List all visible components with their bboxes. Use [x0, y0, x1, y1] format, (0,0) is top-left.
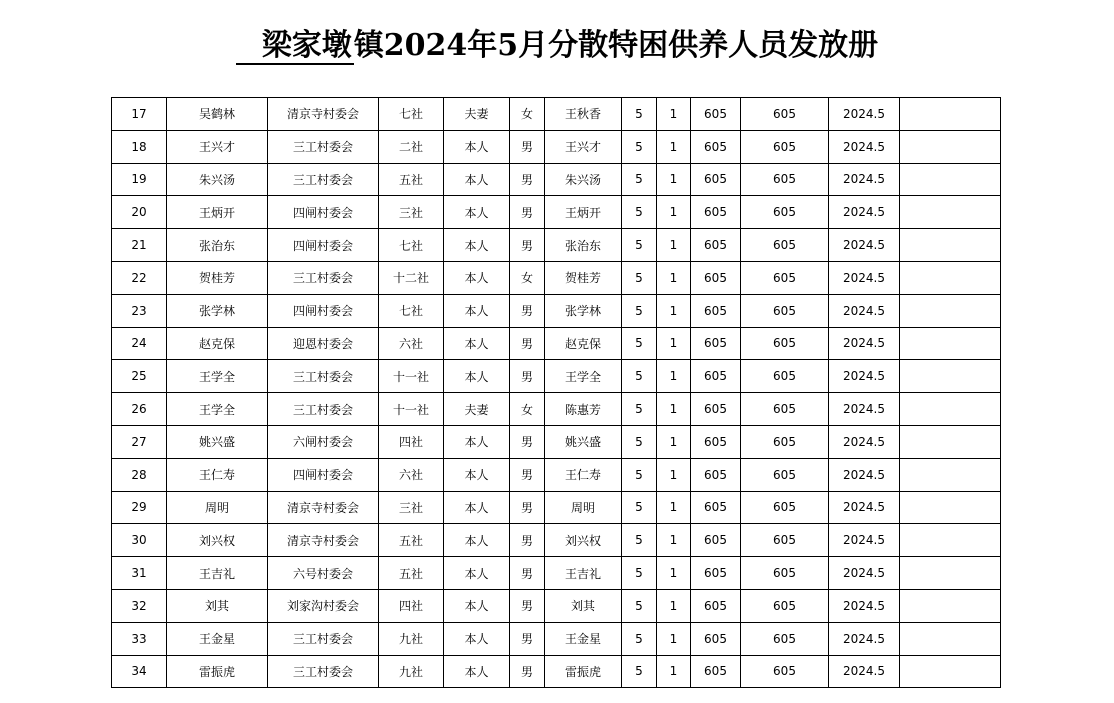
cell-remark	[900, 393, 1001, 426]
table-row	[112, 229, 1001, 262]
table-row	[112, 425, 1001, 458]
cell-month: 5	[622, 196, 657, 229]
cell-relation: 夫妻	[444, 393, 510, 426]
cell-person-name: 王炳开	[167, 196, 268, 229]
cell-count: 1	[657, 589, 691, 622]
cell-seq-no: 28	[112, 458, 167, 491]
cell-gender: 男	[510, 458, 545, 491]
cell-group: 四社	[379, 589, 444, 622]
cell-group: 三社	[379, 196, 444, 229]
cell-village-committee: 六号村委会	[268, 557, 379, 590]
cell-group: 六社	[379, 458, 444, 491]
cell-month: 5	[622, 393, 657, 426]
cell-standard-amount: 605	[691, 163, 741, 196]
cell-relation: 本人	[444, 458, 510, 491]
cell-village-committee: 六闸村委会	[268, 425, 379, 458]
table-row	[112, 261, 1001, 294]
cell-recipient-name: 贺桂芳	[545, 261, 622, 294]
cell-group: 四社	[379, 425, 444, 458]
table-row	[112, 360, 1001, 393]
cell-standard-amount: 605	[691, 393, 741, 426]
cell-issued-amount: 605	[741, 327, 829, 360]
cell-count: 1	[657, 557, 691, 590]
cell-gender: 男	[510, 622, 545, 655]
cell-remark	[900, 491, 1001, 524]
cell-seq-no: 27	[112, 425, 167, 458]
cell-village-committee: 迎恩村委会	[268, 327, 379, 360]
cell-count: 1	[657, 327, 691, 360]
cell-recipient-name: 赵克保	[545, 327, 622, 360]
cell-gender: 男	[510, 589, 545, 622]
cell-person-name: 王学全	[167, 360, 268, 393]
table-row	[112, 294, 1001, 327]
cell-relation: 本人	[444, 261, 510, 294]
cell-person-name: 王吉礼	[167, 557, 268, 590]
table-row	[112, 130, 1001, 163]
cell-period: 2024.5	[829, 294, 900, 327]
cell-village-committee: 三工村委会	[268, 261, 379, 294]
cell-gender: 女	[510, 98, 545, 131]
cell-village-committee: 三工村委会	[268, 130, 379, 163]
cell-period: 2024.5	[829, 393, 900, 426]
cell-month: 5	[622, 491, 657, 524]
cell-month: 5	[622, 261, 657, 294]
cell-village-committee: 三工村委会	[268, 655, 379, 688]
table-row	[112, 524, 1001, 557]
cell-count: 1	[657, 229, 691, 262]
cell-relation: 本人	[444, 130, 510, 163]
cell-group: 五社	[379, 557, 444, 590]
cell-recipient-name: 陈惠芳	[545, 393, 622, 426]
cell-count: 1	[657, 261, 691, 294]
cell-period: 2024.5	[829, 524, 900, 557]
cell-village-committee: 四闸村委会	[268, 294, 379, 327]
cell-gender: 男	[510, 655, 545, 688]
cell-gender: 女	[510, 261, 545, 294]
cell-group: 三社	[379, 491, 444, 524]
cell-recipient-name: 雷振虎	[545, 655, 622, 688]
cell-relation: 夫妻	[444, 98, 510, 131]
cell-period: 2024.5	[829, 130, 900, 163]
cell-count: 1	[657, 130, 691, 163]
cell-remark	[900, 589, 1001, 622]
cell-village-committee: 三工村委会	[268, 622, 379, 655]
cell-recipient-name: 刘兴权	[545, 524, 622, 557]
cell-remark	[900, 557, 1001, 590]
cell-seq-no: 21	[112, 229, 167, 262]
cell-issued-amount: 605	[741, 294, 829, 327]
cell-issued-amount: 605	[741, 622, 829, 655]
cell-gender: 男	[510, 229, 545, 262]
cell-standard-amount: 605	[691, 524, 741, 557]
cell-person-name: 周明	[167, 491, 268, 524]
cell-village-committee: 清京寺村委会	[268, 491, 379, 524]
cell-period: 2024.5	[829, 261, 900, 294]
cell-group: 五社	[379, 524, 444, 557]
cell-recipient-name: 张治东	[545, 229, 622, 262]
cell-standard-amount: 605	[691, 655, 741, 688]
cell-relation: 本人	[444, 589, 510, 622]
cell-issued-amount: 605	[741, 196, 829, 229]
cell-month: 5	[622, 622, 657, 655]
cell-village-committee: 清京寺村委会	[268, 98, 379, 131]
cell-recipient-name: 张学林	[545, 294, 622, 327]
cell-standard-amount: 605	[691, 458, 741, 491]
cell-recipient-name: 朱兴汤	[545, 163, 622, 196]
cell-issued-amount: 605	[741, 393, 829, 426]
cell-group: 九社	[379, 622, 444, 655]
cell-relation: 本人	[444, 294, 510, 327]
cell-relation: 本人	[444, 229, 510, 262]
cell-period: 2024.5	[829, 557, 900, 590]
table-row	[112, 98, 1001, 131]
cell-relation: 本人	[444, 163, 510, 196]
cell-issued-amount: 605	[741, 491, 829, 524]
cell-relation: 本人	[444, 196, 510, 229]
cell-issued-amount: 605	[741, 360, 829, 393]
cell-village-committee: 清京寺村委会	[268, 524, 379, 557]
cell-person-name: 贺桂芳	[167, 261, 268, 294]
cell-recipient-name: 王兴才	[545, 130, 622, 163]
cell-gender: 男	[510, 557, 545, 590]
cell-seq-no: 33	[112, 622, 167, 655]
table-row	[112, 655, 1001, 688]
cell-count: 1	[657, 425, 691, 458]
cell-remark	[900, 229, 1001, 262]
cell-issued-amount: 605	[741, 98, 829, 131]
cell-issued-amount: 605	[741, 655, 829, 688]
table-row	[112, 196, 1001, 229]
cell-person-name: 吴鹤林	[167, 98, 268, 131]
cell-village-committee: 三工村委会	[268, 360, 379, 393]
cell-remark	[900, 294, 1001, 327]
cell-village-committee: 四闸村委会	[268, 458, 379, 491]
cell-standard-amount: 605	[691, 229, 741, 262]
cell-village-committee: 三工村委会	[268, 163, 379, 196]
cell-gender: 男	[510, 196, 545, 229]
cell-seq-no: 23	[112, 294, 167, 327]
cell-month: 5	[622, 655, 657, 688]
cell-period: 2024.5	[829, 98, 900, 131]
cell-standard-amount: 605	[691, 130, 741, 163]
cell-issued-amount: 605	[741, 524, 829, 557]
cell-count: 1	[657, 458, 691, 491]
cell-gender: 男	[510, 130, 545, 163]
cell-count: 1	[657, 360, 691, 393]
cell-gender: 男	[510, 294, 545, 327]
cell-month: 5	[622, 294, 657, 327]
cell-count: 1	[657, 196, 691, 229]
cell-recipient-name: 王吉礼	[545, 557, 622, 590]
cell-count: 1	[657, 491, 691, 524]
cell-seq-no: 34	[112, 655, 167, 688]
table-row	[112, 163, 1001, 196]
cell-person-name: 张治东	[167, 229, 268, 262]
cell-period: 2024.5	[829, 458, 900, 491]
cell-village-committee: 四闸村委会	[268, 196, 379, 229]
cell-seq-no: 25	[112, 360, 167, 393]
cell-count: 1	[657, 163, 691, 196]
cell-remark	[900, 261, 1001, 294]
cell-group: 七社	[379, 229, 444, 262]
cell-issued-amount: 605	[741, 229, 829, 262]
cell-person-name: 雷振虎	[167, 655, 268, 688]
cell-seq-no: 22	[112, 261, 167, 294]
cell-month: 5	[622, 327, 657, 360]
cell-issued-amount: 605	[741, 458, 829, 491]
cell-recipient-name: 王炳开	[545, 196, 622, 229]
cell-seq-no: 20	[112, 196, 167, 229]
cell-seq-no: 31	[112, 557, 167, 590]
cell-remark	[900, 163, 1001, 196]
cell-seq-no: 17	[112, 98, 167, 131]
cell-count: 1	[657, 98, 691, 131]
cell-group: 七社	[379, 98, 444, 131]
cell-remark	[900, 196, 1001, 229]
cell-recipient-name: 姚兴盛	[545, 425, 622, 458]
cell-relation: 本人	[444, 655, 510, 688]
roster-table	[111, 97, 1001, 688]
cell-seq-no: 29	[112, 491, 167, 524]
cell-standard-amount: 605	[691, 622, 741, 655]
cell-remark	[900, 130, 1001, 163]
table-row	[112, 589, 1001, 622]
cell-relation: 本人	[444, 360, 510, 393]
table-row	[112, 557, 1001, 590]
cell-period: 2024.5	[829, 360, 900, 393]
table-row	[112, 458, 1001, 491]
cell-village-committee: 刘家沟村委会	[268, 589, 379, 622]
cell-seq-no: 32	[112, 589, 167, 622]
cell-standard-amount: 605	[691, 196, 741, 229]
cell-month: 5	[622, 425, 657, 458]
cell-standard-amount: 605	[691, 294, 741, 327]
cell-month: 5	[622, 163, 657, 196]
cell-standard-amount: 605	[691, 425, 741, 458]
cell-seq-no: 26	[112, 393, 167, 426]
cell-count: 1	[657, 622, 691, 655]
cell-month: 5	[622, 360, 657, 393]
cell-issued-amount: 605	[741, 163, 829, 196]
cell-remark	[900, 655, 1001, 688]
cell-standard-amount: 605	[691, 589, 741, 622]
table-row	[112, 327, 1001, 360]
cell-count: 1	[657, 393, 691, 426]
cell-remark	[900, 622, 1001, 655]
cell-period: 2024.5	[829, 425, 900, 458]
cell-gender: 男	[510, 524, 545, 557]
cell-month: 5	[622, 229, 657, 262]
cell-relation: 本人	[444, 425, 510, 458]
cell-standard-amount: 605	[691, 98, 741, 131]
cell-standard-amount: 605	[691, 327, 741, 360]
cell-seq-no: 19	[112, 163, 167, 196]
cell-issued-amount: 605	[741, 425, 829, 458]
cell-relation: 本人	[444, 524, 510, 557]
cell-issued-amount: 605	[741, 261, 829, 294]
cell-recipient-name: 王金星	[545, 622, 622, 655]
cell-recipient-name: 周明	[545, 491, 622, 524]
cell-month: 5	[622, 589, 657, 622]
cell-recipient-name: 王仁寿	[545, 458, 622, 491]
title-text: 镇2024年5月分散特困供养人员发放册	[353, 28, 879, 63]
cell-relation: 本人	[444, 622, 510, 655]
cell-period: 2024.5	[829, 491, 900, 524]
cell-group: 六社	[379, 327, 444, 360]
cell-person-name: 朱兴汤	[167, 163, 268, 196]
cell-recipient-name: 王秋香	[545, 98, 622, 131]
cell-issued-amount: 605	[741, 130, 829, 163]
cell-group: 七社	[379, 294, 444, 327]
cell-gender: 男	[510, 163, 545, 196]
cell-issued-amount: 605	[741, 589, 829, 622]
cell-month: 5	[622, 98, 657, 131]
cell-person-name: 王兴才	[167, 130, 268, 163]
cell-person-name: 王金星	[167, 622, 268, 655]
cell-village-committee: 三工村委会	[268, 393, 379, 426]
cell-remark	[900, 458, 1001, 491]
cell-person-name: 张学林	[167, 294, 268, 327]
table-row	[112, 393, 1001, 426]
cell-group: 十一社	[379, 393, 444, 426]
cell-period: 2024.5	[829, 163, 900, 196]
cell-person-name: 刘其	[167, 589, 268, 622]
cell-seq-no: 18	[112, 130, 167, 163]
cell-group: 九社	[379, 655, 444, 688]
cell-month: 5	[622, 524, 657, 557]
cell-gender: 男	[510, 327, 545, 360]
cell-person-name: 王仁寿	[167, 458, 268, 491]
cell-village-committee: 四闸村委会	[268, 229, 379, 262]
page-title	[0, 28, 1114, 65]
cell-period: 2024.5	[829, 327, 900, 360]
cell-issued-amount: 605	[741, 557, 829, 590]
cell-standard-amount: 605	[691, 491, 741, 524]
cell-standard-amount: 605	[691, 557, 741, 590]
roster-body	[112, 98, 1001, 688]
cell-count: 1	[657, 655, 691, 688]
cell-standard-amount: 605	[691, 261, 741, 294]
cell-standard-amount: 605	[691, 360, 741, 393]
cell-person-name: 姚兴盛	[167, 425, 268, 458]
cell-period: 2024.5	[829, 196, 900, 229]
cell-seq-no: 24	[112, 327, 167, 360]
cell-period: 2024.5	[829, 622, 900, 655]
cell-relation: 本人	[444, 557, 510, 590]
cell-month: 5	[622, 458, 657, 491]
cell-group: 十二社	[379, 261, 444, 294]
title-town-name: 梁家墩	[236, 29, 354, 65]
cell-recipient-name: 刘其	[545, 589, 622, 622]
cell-period: 2024.5	[829, 589, 900, 622]
cell-remark	[900, 360, 1001, 393]
cell-relation: 本人	[444, 491, 510, 524]
cell-group: 二社	[379, 130, 444, 163]
cell-remark	[900, 98, 1001, 131]
cell-gender: 男	[510, 491, 545, 524]
cell-month: 5	[622, 557, 657, 590]
cell-seq-no: 30	[112, 524, 167, 557]
cell-gender: 男	[510, 360, 545, 393]
table-row	[112, 622, 1001, 655]
cell-remark	[900, 327, 1001, 360]
cell-group: 五社	[379, 163, 444, 196]
cell-person-name: 刘兴权	[167, 524, 268, 557]
cell-relation: 本人	[444, 327, 510, 360]
cell-period: 2024.5	[829, 655, 900, 688]
cell-gender: 女	[510, 393, 545, 426]
table-row	[112, 491, 1001, 524]
cell-count: 1	[657, 294, 691, 327]
cell-recipient-name: 王学全	[545, 360, 622, 393]
cell-month: 5	[622, 130, 657, 163]
cell-count: 1	[657, 524, 691, 557]
cell-person-name: 赵克保	[167, 327, 268, 360]
cell-period: 2024.5	[829, 229, 900, 262]
cell-remark	[900, 425, 1001, 458]
cell-person-name: 王学全	[167, 393, 268, 426]
cell-gender: 男	[510, 425, 545, 458]
cell-remark	[900, 524, 1001, 557]
cell-group: 十一社	[379, 360, 444, 393]
